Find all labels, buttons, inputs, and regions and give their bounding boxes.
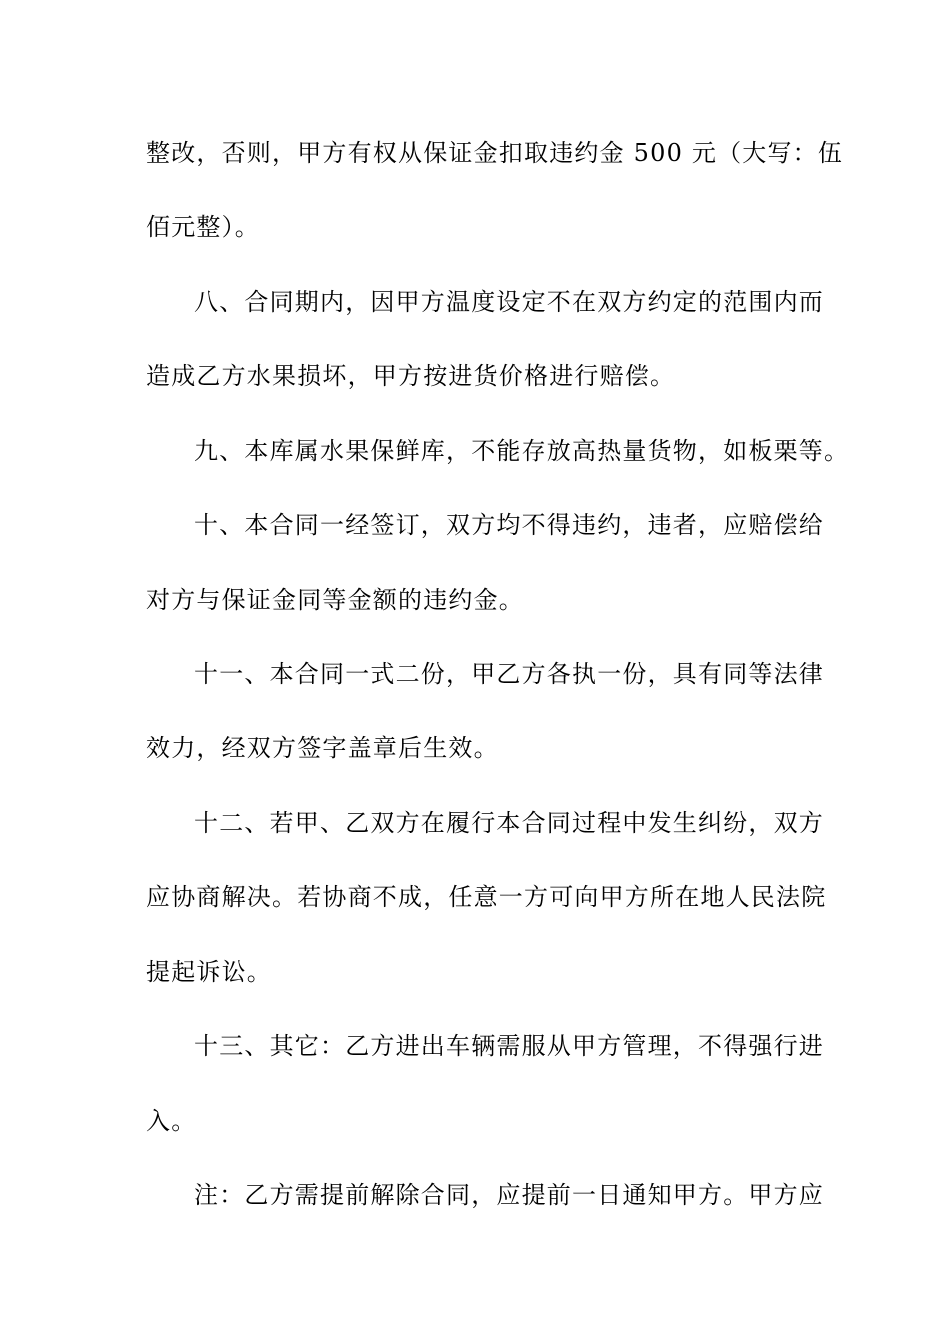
- clause-9-line-1: 九、本库属水果保鲜库，不能存放高热量货物，如板栗等。: [194, 437, 850, 465]
- clause-13-line-1: 十三、其它：乙方进出车辆需服从甲方管理，不得强行进: [194, 1032, 824, 1060]
- clause-11-line-1: 十一、本合同一式二份，甲乙方各执一份，具有同等法律: [194, 660, 824, 688]
- clause-10-line-2: 对方与保证金同等金额的违约金。: [146, 586, 524, 614]
- clause-13-line-2: 入。: [146, 1107, 197, 1135]
- clause-11-line-2: 效力，经双方签字盖章后生效。: [146, 734, 499, 762]
- clause-8-line-2: 造成乙方水果损坏，甲方按进货价格进行赔偿。: [146, 362, 676, 390]
- paragraph-7-line-2: 整改，否则，甲方有权从保证金扣取违约金 500 元（大写：伍: [146, 139, 844, 167]
- clause-12-line-1: 十二、若甲、乙双方在履行本合同过程中发生纠纷，双方: [194, 809, 824, 837]
- clause-8-line-1: 八、合同期内，因甲方温度设定不在双方约定的范围内而: [194, 288, 824, 316]
- paragraph-7-line-3: 佰元整）。: [146, 213, 260, 241]
- note-line-1: 注：乙方需提前解除合同，应提前一日通知甲方。甲方应: [194, 1181, 824, 1209]
- clause-12-line-3: 提起诉讼。: [146, 958, 272, 986]
- clause-12-line-2: 应协商解决。若协商不成，任意一方可向甲方所在地人民法院: [146, 883, 827, 911]
- clause-10-line-1: 十、本合同一经签订，双方均不得违约，违者，应赔偿给: [194, 511, 824, 539]
